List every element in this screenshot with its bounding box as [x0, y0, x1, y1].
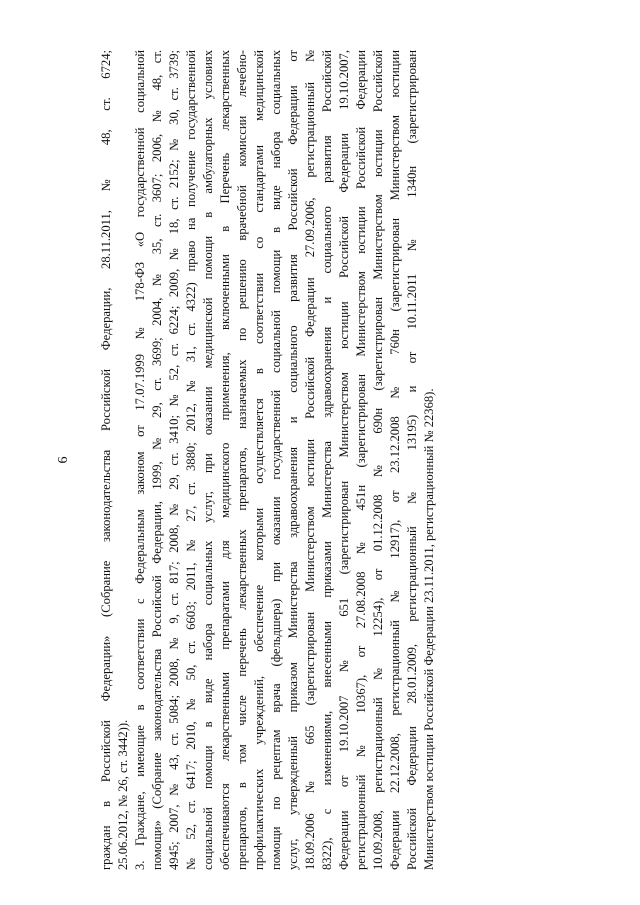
text-line: социальной помощи в виде набора социальных услуг, при оказании медицинской помощи в амбулаторных условиях — [201, 50, 215, 870]
text-line: 10.09.2008, регистрационный № 12254), от 01.12.2008 № 690н (зарегистрирован Министерством юстиции Российской — [371, 50, 385, 870]
paragraph-item-3 — [132, 50, 438, 870]
text-line: регистрационный № 10367), от 27.08.2008 № 451н (зарегистрирован Министерством юстиции Российской Федерации — [354, 50, 368, 870]
text-line: услуг, утвержденный приказом Министерства здравоохранения и социального развития Российской Федерации от — [286, 50, 300, 870]
text-line: граждан в Российской Федерации» (Собрание законодательства Российской Федерации, 28.11.2011, № 48, ст. 6724; — [99, 50, 113, 870]
text-line: обеспечиваются лекарственными препаратами для медицинского применения, включенными в Перечень лекарственных — [218, 50, 232, 870]
text-line: Российской Федерации 28.01.2009, регистрационный № 13195) и от 10.11.2011 № 1340н (зарегистрирован — [405, 50, 419, 870]
paragraph-continuation — [98, 50, 132, 870]
text-line: Министерством юстиции Российской Федерации 23.11.2011, регистрационный № 22368). — [422, 388, 436, 870]
text-line: 4945; 2007, № 43, ст. 5084; 2008, № 9, ст. 817; 2008, № 29, ст. 3410; № 52, ст. 6224; 2009, № 18, ст. 2152; № 30, ст. 3739; — [167, 50, 181, 870]
rotated-text-block — [55, 50, 438, 870]
text-line: 18.09.2006 № 665 (зарегистрирован Министерством юстиции Российской Федерации 27.09.2006, регистрационный № — [303, 50, 317, 870]
text-line: помощи» (Собрание законодательства Российской Федерации, 1999, № 29, ст. 3699; 2004, № 35, ст. 3607; 2006, № 48, ст. — [150, 50, 164, 870]
text-line: препаратов, в том числе перечень лекарственных препаратов, назначаемых по решению врачебной комиссии лечебно- — [235, 50, 249, 870]
text-line: помощи по рецептам врача (фельдшера) при оказании государственной социальной помощи в виде набора социальных — [269, 50, 283, 870]
text-line: № 52, ст. 6417; 2010, № 50, ст. 6603; 2011, № 27, ст. 3880; 2012, № 31, ст. 4322) право на получение государственной — [184, 50, 198, 870]
text-line: 25.06.2012, № 26, ст. 3442)). — [116, 719, 130, 870]
text-line: Федерации от 19.10.2007 № 651 (зарегистрирован Министерством юстиции Российской Федерации 19.10.2007, — [337, 50, 351, 870]
text-line: 8322), с изменениями, внесенными приказами Министерства здравоохранения и социального развития Российской — [320, 50, 334, 870]
page-number: 6 — [56, 456, 71, 464]
text-line: Федерации 22.12.2008, регистрационный № 12917), от 23.12.2008 № 760н (зарегистрирован Министерством юстиции — [388, 50, 402, 870]
text-line: профилактических учреждений, обеспечение которыми осуществляется в соответствии со стандартами медицинской — [252, 50, 266, 870]
text-line: 3. Граждане, имеющие в соответствии с Федеральным законом от 17.07.1999 № 178-ФЗ «О государственной социальной — [133, 50, 147, 870]
